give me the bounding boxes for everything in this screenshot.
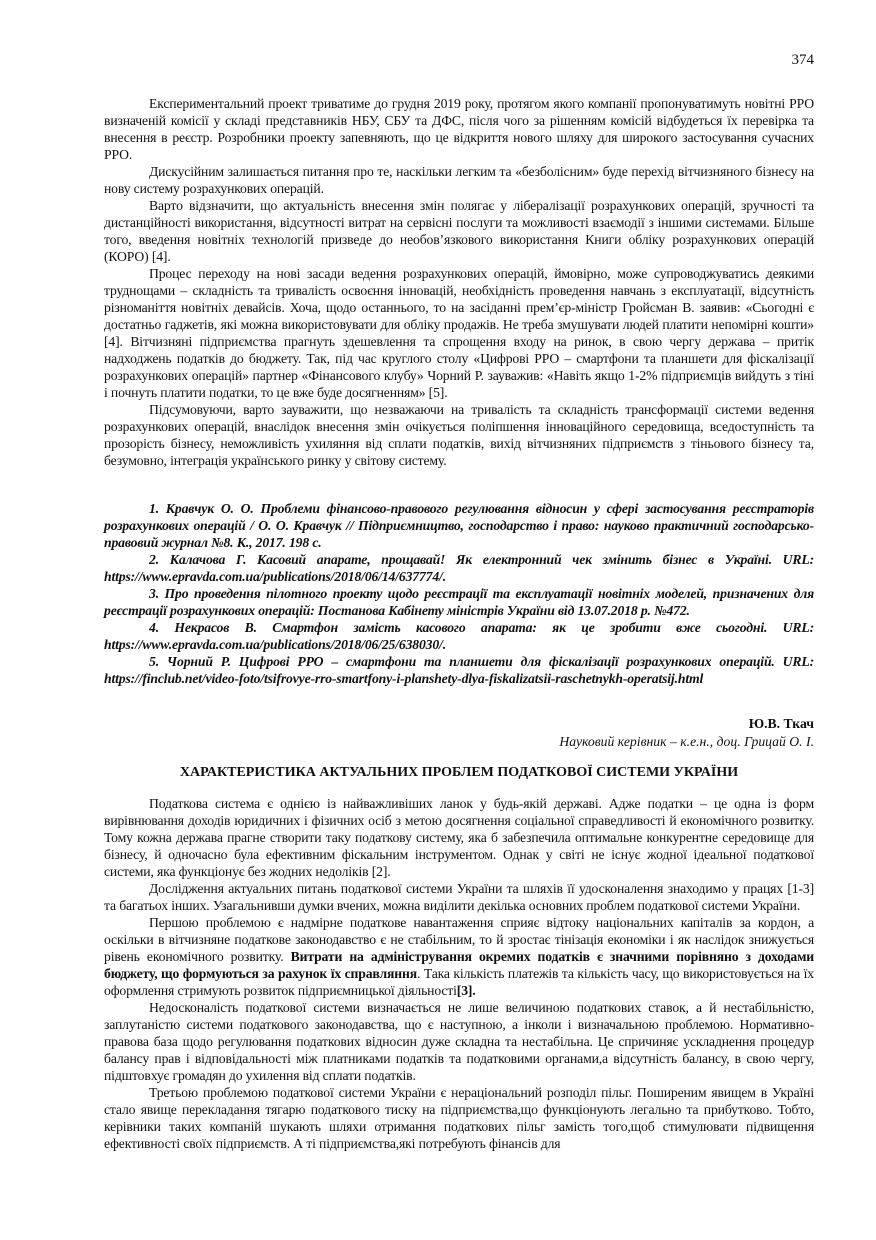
paragraph: Варто відзначити, що актуальність внесення змін полягає у лібералізації розрахункових операцій, зручності та дистанційності використання, відсутності витрат на сервісні послуги та можливості взаємодії з іншими системами. Більше того, введення новітніх технологій призведе до необов’язкового використання Книги обліку розрахункових операцій (КОРО) [4]. xyxy=(104,198,814,264)
reference-list xyxy=(104,500,814,687)
reference-item: 2. Калачова Г. Касовий апарате, прощавай! Як електронний чек змінить бізнес в Україні. URL: https://www.epravda.com.ua/publications/2018/06/14/637774/. xyxy=(104,552,814,584)
text: Першою проблемою є надмірне податкове навантаження сприяє відтоку національних капіталів за кордон, а оскільки в вітчизняне податкове законодавство є не стабільним, то й зростає тінізація економіки і як наслідок знижується рівень економічного розвитку. xyxy=(104,915,814,964)
reference-item: 5. Чорний Р. Цифрові РРО – смартфони та планшети для фіскалізації розрахункових операцій. URL: https://finclub.net/video-foto/tsifrovye-rro-smartfony-i-planshety-dlya-fiskalizatsii-raschetnykh-operatsij.html xyxy=(104,654,814,686)
paragraph: Податкова система є однією із найважливіших ланок у будь-якій державі. Адже податки – це одна із форм вирівнювання доходів юридичних і фізичних осіб з метою досягнення соціальної справедливості й економічного розвитку. Тому кожна держава прагне створити таку податкову систему, яка б забезпечила оптимальне конкурентне середовище для бізнесу, й одночасно була ефективним фіскальним інструментом. Однак у світі не існує жодної ідеальної податкової системи, яка функціонує без жодних недоліків [2]. xyxy=(104,796,814,879)
citation: [3]. xyxy=(456,983,476,998)
paragraph: Експериментальний проект триватиме до грудня 2019 року, протягом якого компанії пропонуватимуть новітні РРО визначеній комісії у складі представників НБУ, СБУ та ДФС, після чого за рішенням комісій відбудеться їх перевірка та внесення в реєстр. Розробники проекту запевняють, що це відкриття нового шляху для широкого застосування сучасних РРО. xyxy=(104,96,814,162)
paragraph: Дискусійним залишається питання про те, наскільки легким та «безболісним» буде перехід вітчизняного бізнесу на нову систему розрахункових операцій. xyxy=(104,164,814,196)
author-name: Ю.В. Ткач xyxy=(748,716,814,731)
paragraph: Підсумовуючи, варто зауважити, що незважаючи на тривалість та складність трансформації системи ведення розрахункових операцій, внаслідок внесення змін очікується поліпшення інноваційного середовища, вседоступність та прозорість бізнесу, неможливість ухиляння від сплати податків, вихід вітчизняних підприємств з тіньового бізнесу та, безумовно, інтеграція українського ринку у світову систему. xyxy=(104,402,814,468)
paragraph xyxy=(104,914,814,999)
reference-item: 1. Кравчук О. О. Проблеми фінансово-правового регулювання відносин у сфері застосування реєстраторів розрахункових операцій / О. О. Кравчук // Підприємництво, господарство і право: науково практичний господарсько-правовий журнал №8. К., 2017. 198 с. xyxy=(104,501,814,550)
paragraph: Дослідження актуальних питань податкової системи України та шляхів її удосконалення знаходимо у працях [1-3] та багатьох інших. Узагальнивши думки вчених, можна виділити декілька основних проблем податкової системи України. xyxy=(104,881,814,913)
paragraph: Процес переходу на нові засади ведення розрахункових операцій, ймовірно, може супроводжуватись деякими труднощами – складність та тривалість освоєння інновацій, необхідність проведення навчань з експлуатації, відсутність різноманіття новітніх девайсів. Хоча, щодо останнього, то на засіданні прем’єр-міністр Гройсман В. заявив: «Сьогодні є достатньо гаджетів, які можна використовувати для обліку продажів. Не треба змушувати людей платити непомірні кошти» [4]. Вітчизняні підприємства прагнуть здешевлення та спрощення входу на ринок, в свою чергу держава – притік надходжень податків до бюджету. Так, під час круглого столу «Цифрові РРО – смартфони та планшети для фіскалізації розрахункових операцій» партнер «Фінансового клубу» Чорний Р. зауважив: «Навіть якщо 1-2% підприємців вийдуть з тіні і почнуть платити податки, то це вже буде досягненням» [5]. xyxy=(104,266,814,400)
scientific-adviser: Науковий керівник – к.е.н., доц. Грицай О. І. xyxy=(559,734,814,749)
paragraph: Недосконалість податкової системи визначається не лише величиною податкових ставок, а й нестабільністю, заплутаністю системи податкового законодавства, що є наступною, а інколи і визначальною проблемою. Нормативно-правова база щодо регулювання податкових відносин дуже складна та нестабільна. Це спричиняє ускладнення процедур балансу прав і відповідальності між платниками податків та податковими органами,а відсутність балансу, в свою чергу, підштовхує громадян до ухилення від сплати податків. xyxy=(104,1000,814,1083)
article-title: ХАРАКТЕРИСТИКА АКТУАЛЬНИХ ПРОБЛЕМ ПОДАТКОВОЇ СИСТЕМИ УКРАЇНИ xyxy=(179,765,739,780)
paragraph: Третьою проблемою податкової системи України є нераціональний розподіл пільг. Поширеним явищем в Україні стало явище перекладання тягарю податкового тиску на підприємства,що функціонують легально та прибутково. Тобто, керівники таких компаній шукають шляхи отримання податкових пільг замість того,щоб стимулювати підвищення ефективності своїх підприємств. А ті підприємства,які потребують фінансів для xyxy=(104,1085,814,1151)
section2-body xyxy=(104,795,814,1152)
bold-text: Витрати на адміністрування окремих податків є значними порівняно з доходами бюджету, що формуються за рахунок їх справляння xyxy=(104,949,814,981)
text: . Така кількість платежів та кількість часу, що використовується на їх оформлення стримують розвиток підприємницької діяльності xyxy=(104,966,814,998)
page-number: 374 xyxy=(791,52,814,68)
section1-body xyxy=(104,95,814,469)
reference-item: 3. Про проведення пілотного проекту щодо реєстрації та експлуатації новітніх моделей, призначених для реєстрації розрахункових операцій: Постанова Кабінету міністрів України від 13.07.2018 р. №472. xyxy=(104,586,814,618)
reference-item: 4. Некрасов В. Смартфон замість касового апарата: як це зробити вже сьогодні. URL: https://www.epravda.com.ua/publications/2018/06/25/638030/. xyxy=(104,620,814,652)
